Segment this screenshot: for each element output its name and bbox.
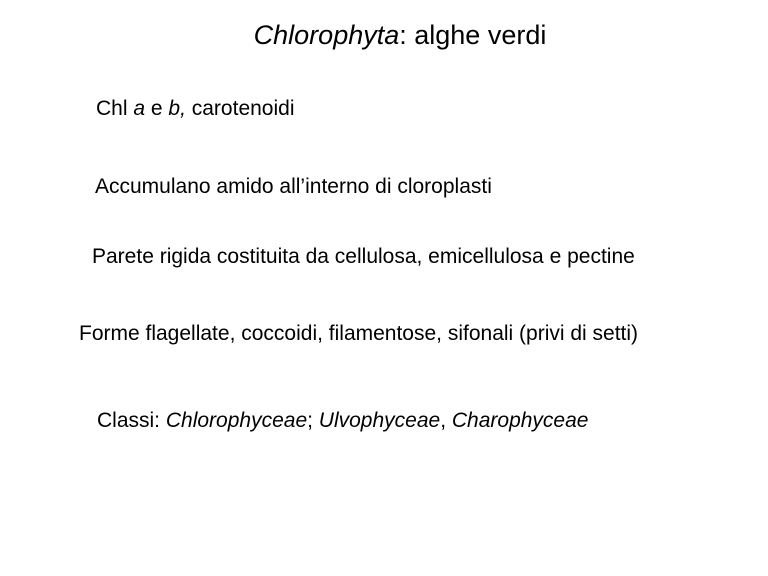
pigments-conj: e <box>145 97 169 120</box>
classes-separator: , <box>440 409 452 432</box>
class-chlorophyceae: Chlorophyceae <box>165 409 308 432</box>
classes-prefix: Classi: <box>97 409 166 432</box>
chl-a: a <box>133 97 146 120</box>
classes-separator: ; <box>307 409 319 432</box>
title-taxon: Chlorophyta <box>253 20 400 50</box>
cell-wall-line: Parete rigida costituita da cellulosa, emicellulosa e pectine <box>92 245 635 268</box>
pigments-line <box>96 96 295 121</box>
title-subtitle: : alghe verdi <box>399 20 547 50</box>
classes-line <box>97 408 588 433</box>
class-ulvophyceae: Ulvophyceae <box>318 409 441 432</box>
pigments-prefix: Chl <box>96 97 134 120</box>
class-charophyceae: Charophyceae <box>451 409 589 432</box>
forms-line: Forme flagellate, coccoidi, filamentose, sifonali (privi di setti) <box>79 322 639 345</box>
slide-title <box>0 20 768 51</box>
pigments-suffix: carotenoidi <box>185 97 295 120</box>
chl-b: b, <box>168 97 186 120</box>
storage-line: Accumulano amido all’interno di cloroplasti <box>95 175 492 198</box>
